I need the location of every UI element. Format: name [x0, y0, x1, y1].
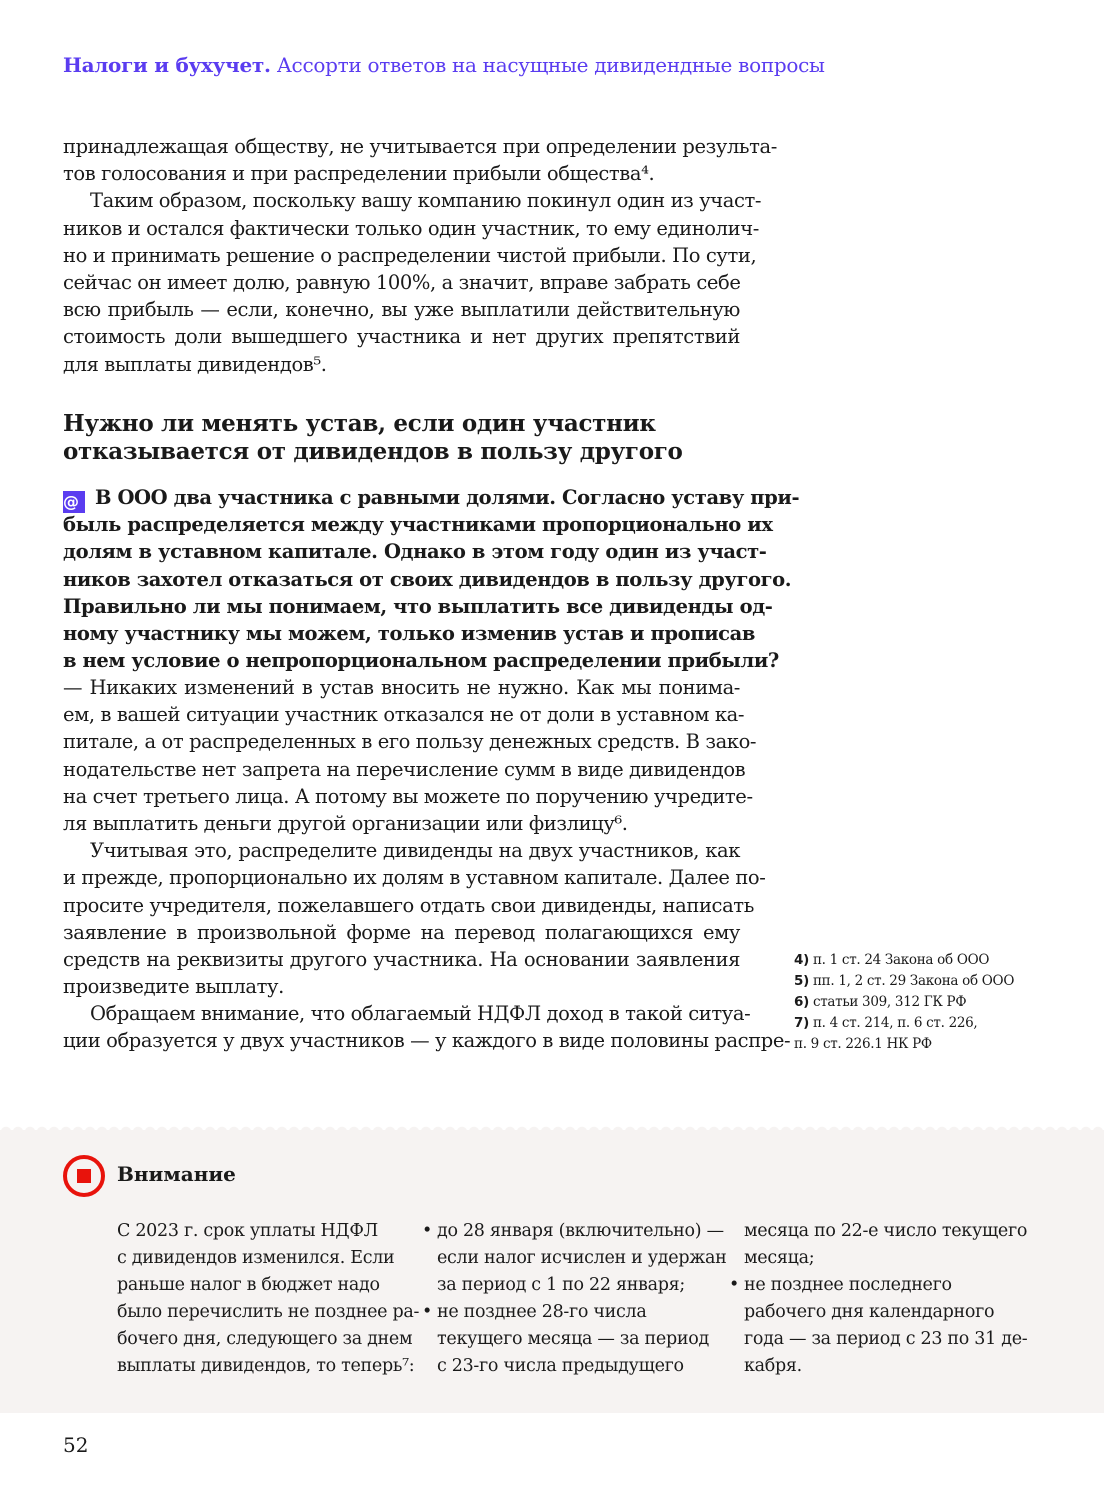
text-line	[63, 484, 800, 511]
text-line: и прежде, пропорционально их долям в уставном капитале. Далее по-	[63, 866, 766, 890]
bullet-item: • не позднее последнего	[744, 1272, 1027, 1299]
footnote-number: 5)	[794, 973, 809, 989]
text-line: ля выплатить деньги другой организации или физлицу⁶.	[63, 811, 628, 835]
footnote-text: п. 9 ст. 226.1 НК РФ	[794, 1036, 932, 1052]
attention-col-1	[117, 1218, 419, 1380]
text-line: на счет третьего лица. А потому вы можете по поручению учредите-	[63, 784, 753, 808]
text-line: произведите выплату.	[63, 975, 284, 999]
text-line: ному участнику мы можем, только изменив устав и прописав	[63, 621, 756, 645]
text-line: текущего месяца — за период	[437, 1329, 709, 1349]
text-line: кабря.	[744, 1356, 802, 1376]
text-line: ников захотел отказаться от своих дивидендов в пользу другого.	[63, 567, 792, 591]
text-line: но и принимать решение о распределении чистой прибыли. По сути,	[63, 243, 757, 267]
text-line: тов голосования и при распределении прибыли общества⁴.	[63, 162, 655, 186]
section-name: Налоги и бухучет.	[63, 53, 271, 77]
heading-line: отказывается от дивидендов в пользу другого	[63, 438, 683, 465]
footnote	[794, 971, 1014, 992]
text-line: Правильно ли мы понимаем, что выплатить все дивиденды од-	[63, 594, 773, 618]
text-line: С 2023 г. срок уплаты НДФЛ	[117, 1221, 378, 1241]
text-line: Таким образом, поскольку вашу компанию покинул один из участ-	[90, 189, 762, 213]
text-line: с 23-го числа предыдущего	[437, 1356, 684, 1376]
text-line: раньше налог в бюджет надо	[117, 1275, 380, 1295]
text-line: средств на реквизиты другого участника. На основании заявления	[63, 947, 740, 971]
text-line: долям в уставном капитале. Однако в этом году один из участ-	[63, 540, 767, 564]
footnote	[794, 992, 1014, 1013]
text-line: просите учредителя, пожелавшего отдать свои дивиденды, написать	[63, 893, 754, 917]
text-line: сейчас он имеет долю, равную 100%, а значит, вправе забрать себе	[63, 270, 741, 294]
text-span: В ООО два участника с равными долями. Согласно уставу при-	[95, 486, 800, 509]
email-question-icon: @	[63, 491, 85, 513]
text-line: Обращаем внимание, что облагаемый НДФЛ доход в такой ситуа-	[90, 1002, 751, 1026]
running-header	[63, 53, 825, 77]
section-heading	[63, 410, 683, 466]
text-line: было перечислить не позднее ра-	[117, 1302, 420, 1322]
footnote	[794, 950, 1014, 971]
answer-text	[63, 674, 791, 1055]
footnotes	[794, 950, 1014, 1055]
heading-line: Нужно ли менять устав, если один участник	[63, 410, 656, 437]
wavy-edge	[0, 1124, 1104, 1132]
footnote-number: 7)	[794, 1015, 809, 1031]
intro-text	[63, 133, 777, 378]
text-line: с дивидендов изменился. Если	[117, 1248, 395, 1268]
footnote	[794, 1013, 1014, 1034]
footnote-text: п. 1 ст. 24 Закона об ООО	[812, 952, 990, 968]
article-title: Ассорти ответов на насущные дивидендные вопросы	[276, 53, 825, 77]
text-line: для выплаты дивидендов⁵.	[63, 352, 327, 376]
warning-stop-icon	[63, 1155, 105, 1197]
footnote-text: статьи 309, 312 ГК РФ	[812, 994, 967, 1010]
text-line: ников и остался фактически только один участник, то ему единолич-	[63, 216, 759, 240]
text-line: Учитывая это, распределите дивиденды на двух участников, как	[90, 839, 740, 863]
text-line: всю прибыль — если, конечно, вы уже выплатили действительную	[63, 298, 740, 322]
text-line: рабочего дня календарного	[744, 1302, 995, 1322]
footnote-text: пп. 1, 2 ст. 29 Закона об ООО	[812, 973, 1015, 989]
bullet-item: • не позднее 28-го числа	[437, 1299, 727, 1326]
text-line: питале, а от распределенных в его пользу денежных средств. В зако-	[63, 730, 757, 754]
text-line: ем, в вашей ситуации участник отказался не от доли в уставном ка-	[63, 703, 745, 727]
text-line: выплаты дивидендов, то теперь⁷:	[117, 1356, 415, 1376]
attention-box	[0, 1130, 1104, 1413]
attention-title: Внимание	[117, 1162, 236, 1186]
text-line: — Никаких изменений в устав вносить не нужно. Как мы понима-	[63, 676, 740, 699]
text-line: принадлежащая обществу, не учитывается при определении результа-	[63, 135, 777, 158]
text-line: в нем условие о непропорциональном распределении прибыли?	[63, 649, 779, 673]
text-line: стоимость доли вышедшего участника и нет других препятствий	[63, 325, 740, 349]
attention-col-3	[744, 1218, 1027, 1380]
text-line: месяца;	[744, 1248, 815, 1268]
text-line: быль распределяется между участниками пропорционально их	[63, 513, 773, 537]
text-line: за период с 1 по 22 января;	[437, 1275, 685, 1295]
text-line: ции образуется у двух участников — у каждого в виде половины распре-	[63, 1029, 791, 1053]
footnote-number: 6)	[794, 994, 809, 1010]
page-number: 52	[63, 1433, 89, 1457]
text-line: если налог исчислен и удержан	[437, 1248, 727, 1268]
text-line: заявление в произвольной форме на перевод полагающихся ему	[63, 920, 740, 944]
text-line: года — за период с 23 по 31 де-	[744, 1329, 1028, 1349]
footnote-text: п. 4 ст. 214, п. 6 ст. 226,	[812, 1015, 978, 1031]
text-line: бочего дня, следующего за днем	[117, 1329, 413, 1349]
text-line: месяца по 22-е число текущего	[744, 1221, 1028, 1241]
attention-col-2	[437, 1218, 727, 1380]
bullet-item: • до 28 января (включительно) —	[437, 1218, 727, 1245]
question-text	[63, 484, 800, 674]
footnote-number: 4)	[794, 952, 809, 968]
footnote	[794, 1034, 1014, 1055]
text-line: нодательстве нет запрета на перечисление сумм в виде дивидендов	[63, 757, 746, 781]
